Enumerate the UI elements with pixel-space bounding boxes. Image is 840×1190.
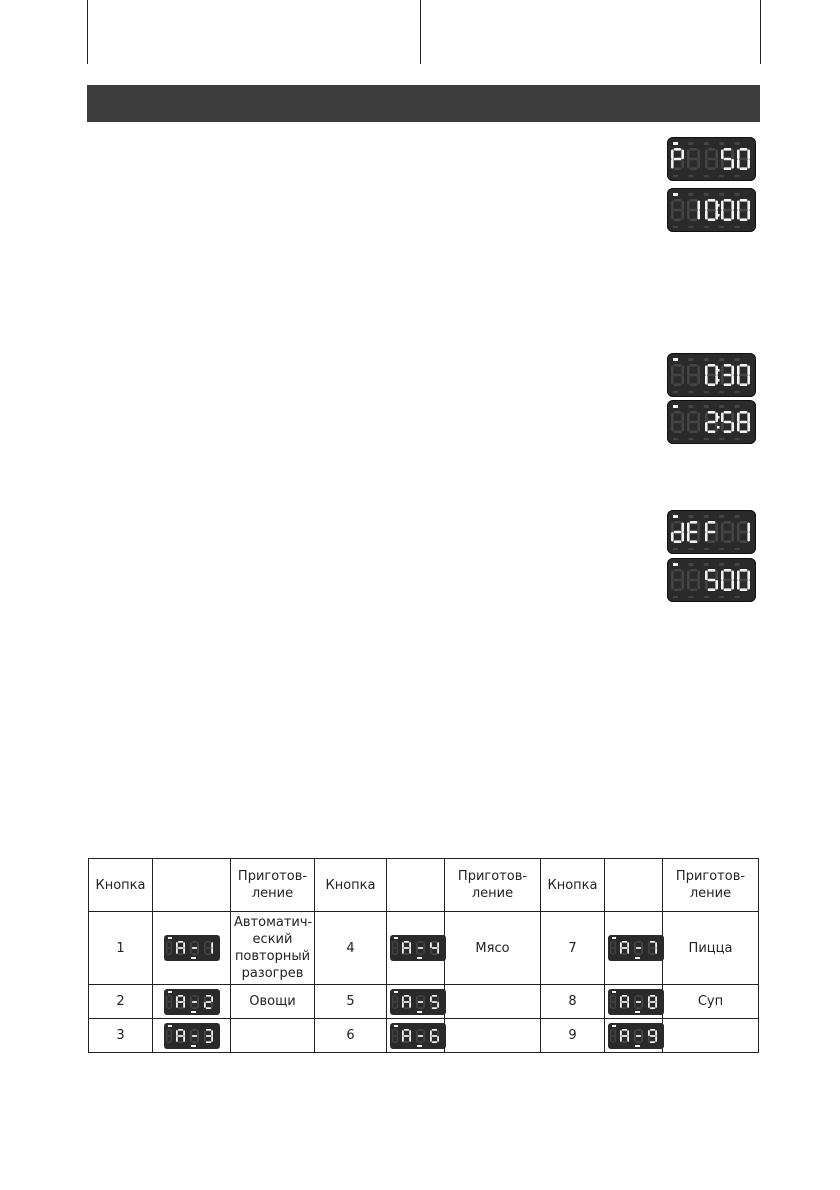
mini-display	[390, 935, 446, 961]
display-258-svg	[667, 400, 756, 444]
mini-display	[390, 989, 446, 1015]
button-number: 7	[541, 912, 605, 985]
header-cooking: Приготов-ление	[445, 859, 541, 912]
header-display	[153, 859, 231, 912]
food-type: Автоматич-еский повторный разогрев	[231, 912, 315, 985]
program-display	[153, 985, 231, 1019]
display-500-svg	[667, 558, 756, 602]
button-number: 9	[541, 1019, 605, 1053]
button-number: 2	[89, 985, 153, 1019]
food-type: Овощи	[231, 985, 315, 1019]
display-panel-258	[667, 400, 756, 444]
mini-display	[608, 1023, 664, 1049]
program-display-svg	[164, 989, 220, 1015]
header-button: Кнопка	[541, 859, 605, 912]
display-panel-def1	[667, 510, 756, 554]
program-display	[605, 912, 663, 985]
header-cooking: Приготов-ление	[663, 859, 759, 912]
display-def1-svg	[667, 510, 756, 554]
mini-display	[608, 935, 664, 961]
display-panel-p50	[667, 137, 756, 181]
food-type	[445, 985, 541, 1019]
program-display	[605, 985, 663, 1019]
button-number: 6	[315, 1019, 387, 1053]
program-display-svg	[164, 1023, 220, 1049]
food-type	[445, 1019, 541, 1053]
program-display	[387, 1019, 445, 1053]
display-panel-030	[667, 353, 756, 397]
program-display	[153, 1019, 231, 1053]
program-display-svg	[390, 989, 446, 1015]
program-display-svg	[164, 935, 220, 961]
food-type: Мясо	[445, 912, 541, 985]
header-display	[605, 859, 663, 912]
section-header-bar	[87, 85, 760, 122]
display-panel-500	[667, 558, 756, 602]
button-number: 1	[89, 912, 153, 985]
program-display-svg	[608, 989, 664, 1015]
auto-cook-table	[88, 858, 759, 1053]
header-button: Кнопка	[315, 859, 387, 912]
mini-display	[164, 1023, 220, 1049]
table-row	[89, 912, 759, 985]
mini-display	[390, 1023, 446, 1049]
crop-marks	[0, 0, 840, 64]
table-row	[89, 985, 759, 1019]
table-row	[89, 1019, 759, 1053]
button-number: 4	[315, 912, 387, 985]
food-type: Суп	[663, 985, 759, 1019]
program-display-svg	[608, 935, 664, 961]
program-display	[387, 912, 445, 985]
program-display	[387, 985, 445, 1019]
program-display	[605, 1019, 663, 1053]
program-display-svg	[390, 935, 446, 961]
food-type	[663, 1019, 759, 1053]
program-display	[153, 912, 231, 985]
program-display-svg	[390, 1023, 446, 1049]
display-1000-svg	[667, 188, 756, 232]
display-030-svg	[667, 353, 756, 397]
display-panel-1000	[667, 188, 756, 232]
header-button: Кнопка	[89, 859, 153, 912]
program-display-svg	[608, 1023, 664, 1049]
table-header-row	[89, 859, 759, 912]
button-number: 5	[315, 985, 387, 1019]
mini-display	[164, 989, 220, 1015]
display-p50-svg	[667, 137, 756, 181]
food-type: Пицца	[663, 912, 759, 985]
header-display	[387, 859, 445, 912]
food-type	[231, 1019, 315, 1053]
header-cooking: Приготов-ление	[231, 859, 315, 912]
mini-display	[164, 935, 220, 961]
button-number: 8	[541, 985, 605, 1019]
button-number: 3	[89, 1019, 153, 1053]
mini-display	[608, 989, 664, 1015]
